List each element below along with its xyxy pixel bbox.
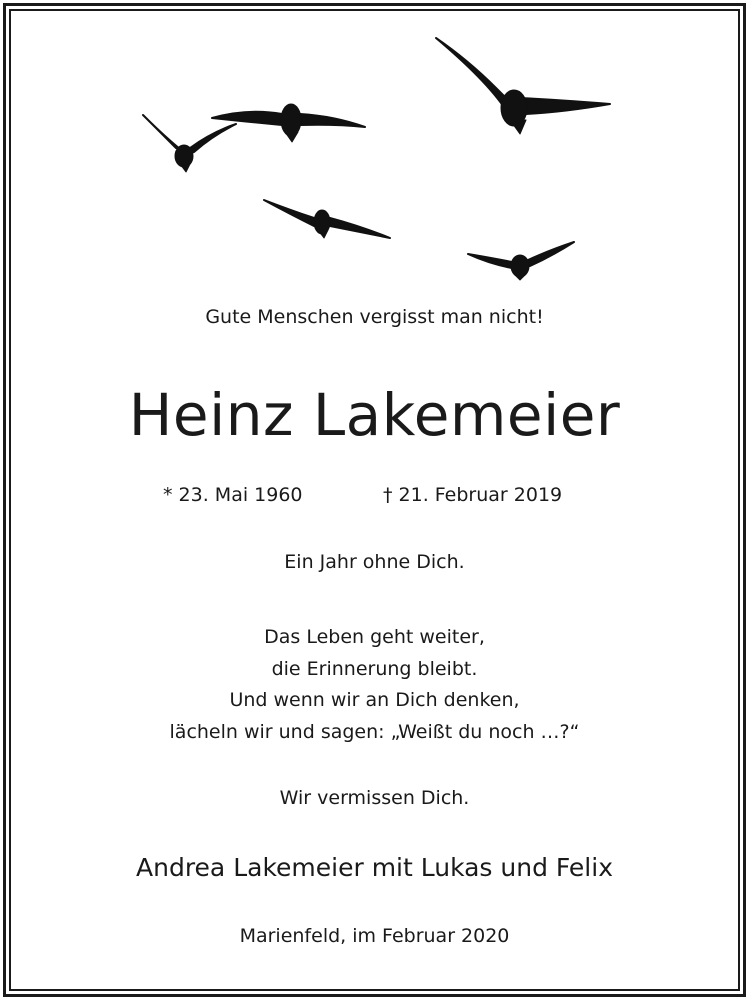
place-and-date: Marienfeld, im Februar 2020 [239,925,510,947]
motto-text: Gute Menschen vergisst man nicht! [205,306,544,328]
death-date: † 21. Februar 2019 [383,484,563,506]
bird-icon [436,38,610,134]
flying-birds-illustration [0,0,749,290]
miss-line: Wir vermissen Dich. [279,787,470,809]
deceased-name: Heinz Lakemeier [128,381,621,449]
bird-icon [212,104,365,142]
bird-icon [468,242,574,280]
bird-icon [264,200,390,238]
bird-icon [143,115,236,172]
poem-line: Das Leben geht weiter, [264,626,485,648]
poem [0,622,749,748]
signers: Andrea Lakemeier mit Lukas und Felix [136,853,613,882]
poem-line: die Erinnerung bleibt. [271,657,478,680]
birth-date: * 23. Mai 1960 [163,484,303,506]
poem-line: lächeln wir und sagen: „Weißt du noch …?“ [169,720,580,743]
anniversary-line: Ein Jahr ohne Dich. [284,551,465,573]
poem-line: Und wenn wir an Dich denken, [229,689,520,711]
